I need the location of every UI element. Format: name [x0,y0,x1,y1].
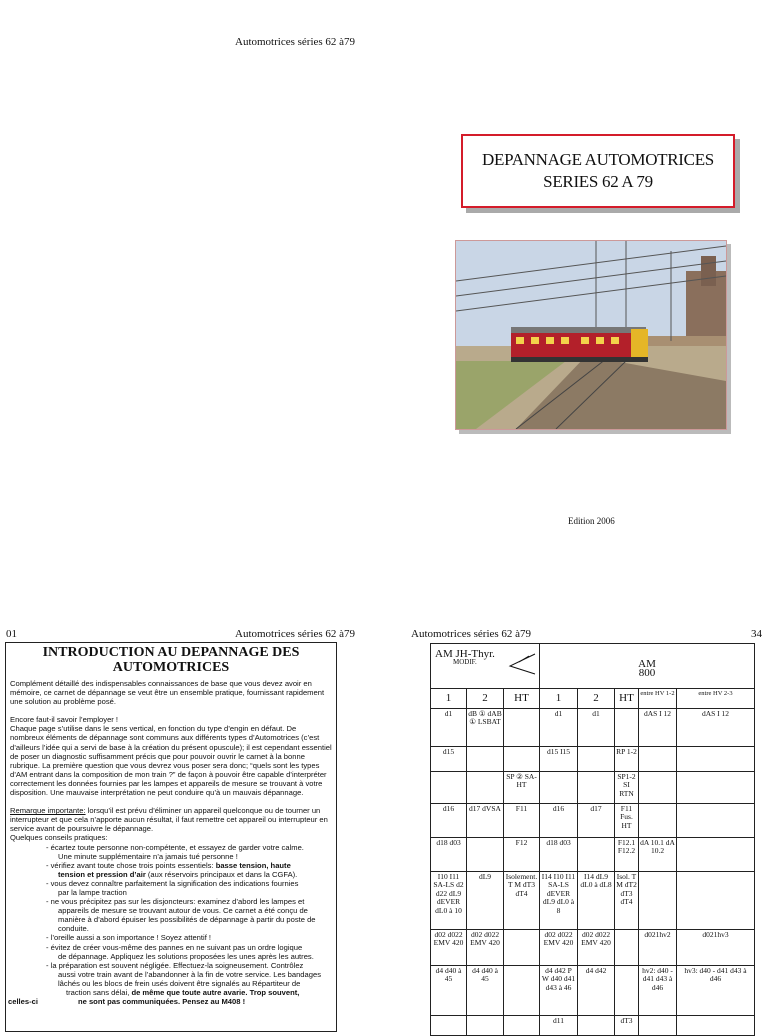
col-header: 1 [431,689,467,709]
table-cell: RP 1-2 [615,747,639,772]
remark-paragraph [10,806,332,833]
tip-item [10,870,332,879]
tips-intro: Quelques conseils pratiques: [10,833,108,843]
table-cell [677,872,755,930]
tip-item: manière à d’abord épuiser les possibilités de dépannage à partir du poste de [58,915,316,925]
table-cell: F11 [504,804,540,838]
table-row [431,838,755,872]
tip-item: - la préparation est souvent négligée. Effectuez-la soigneusement. Contrôlez [46,960,304,970]
tip-item: - écartez toute personne non-compétente, et essayez de garder votre calme. [46,842,304,852]
table-cell [677,1016,755,1036]
table-cell [578,772,615,804]
intro-box [5,642,337,1032]
table-cell: d02 d022 EMV 420 [578,930,615,966]
tip-item: - vous devez connaître parfaitement la signification des indications fournies [46,878,299,888]
table-cell [615,709,639,747]
table-cell [467,1016,504,1036]
tip-bold: celles-ci [8,997,38,1007]
intro-paragraph: Encore faut-il savoir l’employer ! [10,715,119,725]
table-cell: d02 d022 EMV 420 [540,930,578,966]
tip-text: (aux réservoirs principaux et dans la CGFA). [145,869,298,879]
table-cell: d4 d42 [578,966,615,1016]
column-header-row [431,689,755,709]
tip-item [8,997,332,1006]
table-cell: d02 d022 EMV 420 [431,930,467,966]
am-cell [540,644,755,689]
table-cell [504,966,540,1016]
edition-label: Edition 2006 [568,516,615,526]
table-cell: I10 I11 SA-LS d2 d22 dL9 dEVER dL0 à 10 [431,872,467,930]
table-cell: d1 [431,709,467,747]
title-line-2: SERIES 62 A 79 [543,172,653,191]
table-cell: I14 dL9 dL0 à dL8 [578,872,615,930]
table-row [431,1016,755,1036]
document-title-box [461,134,735,208]
table-cell: SP ② SA-HT [504,772,540,804]
table-cell [639,1016,677,1036]
table-cell: hv2: d40 - d41 d43 à d46 [639,966,677,1016]
intro-title: INTRODUCTION AU DEPANNAGE DES AUTOMOTRICES [42,645,300,675]
intro-text [10,679,332,1006]
remark-label: Remarque importante: [10,806,86,816]
tip-bold: basse tension, haute [215,860,291,870]
table-cell: d17 dVSA [467,804,504,838]
table-row [431,772,755,804]
table-cell: d15 [431,747,467,772]
table-cell: d18 d03 [431,838,467,872]
page-number: 01 [6,628,17,640]
tip-bold: ne sont pas communiquées. Pensez au M408 ! [77,997,246,1007]
table-cell: d021hv3 [677,930,755,966]
table-cell: d16 [431,804,467,838]
tip-item [10,988,332,997]
table-cell: dL9 [467,872,504,930]
table-cell: d18 d03 [540,838,578,872]
table-cell [467,747,504,772]
table-row [431,872,755,930]
table-cell: d11 [540,1016,578,1036]
tip-item: - l’oreille aussi a son importance ! Soyez attentif ! [46,933,212,943]
am-title: AM [638,658,656,671]
table-cell: d17 [578,804,615,838]
table-cell: d15 I15 [540,747,578,772]
table-cell: dA 10.1 dA 10.2 [639,838,677,872]
table-cell [677,804,755,838]
tip-item: lâchés ou les blocs de frein usés doivent être signalés au Répartiteur de [58,978,301,988]
intro-paragraph: Chaque page s’utilise dans le sens vertical, en fonction du type d’engin en défaut. De nombreux éléments de dépannage sont communs aux différents types d’Automotrices (c’est d’ailleurs l’idée qui a servi de base à la création du présent opuscule); il est cependant essentiel de poser un diagnostic suffisamment précis que pour pouvoir ouvrir le carnet à la bonne rubrique. La première question que vous devrez vous poser sera donc; “quels sont les types d’AM entrant dans la composition de mon train ?” de façon à pouvoir être capable d’interpréter correctement les données fournies par les lampes et appareils de mesure se trouvant à votre disposition. Une mauvaise interprétation ne peut conduire qu’à un mauvais dépannage. [10,724,332,798]
tip-item: de dépannage. Appliquez les solutions proposées les unes après les autres. [58,951,314,961]
col-header: 2 [578,689,615,709]
tip-text: - vérifiez avant toute chose trois points essentiels: [46,860,216,870]
tip-bold: tension et pression d’air [58,869,146,879]
table-cell: d16 [540,804,578,838]
tip-item [10,861,332,870]
table-cell: d4 d42 P W d40 d41 d43 à 46 [540,966,578,1016]
tip-item: - ne vous précipitez pas sur les disjoncteurs: examinez d’abord les lampes et [46,897,305,907]
thyristor-symbol-icon [507,652,537,676]
remark-text: lorsqu’il est prévu d’éliminer un appareil quelconque ou de tourner un interrupteur et que cela n’apporte aucun résultat, il faut remettre cet appareil ou interrupteur en service avant de poursuivre le dépannage. [10,806,328,834]
table-cell: Isol. T M dT2 dT3 dT4 [615,872,639,930]
table-cell: dT3 [615,1016,639,1036]
table-cell [504,747,540,772]
table-cell: hv3: d40 - d41 d43 à d46 [677,966,755,1016]
table-cell: SP1-2 SI RTN [615,772,639,804]
table-cell: dB ① dAB ① LSBAT [467,709,504,747]
intro-paragraph: Complément détaillé des indispensables connaissances de base que vous devez avoir en mémoire, ce carnet de dépannage se veut être un ensemble pratique, fournissant rapidement une solution au problème posé. [10,679,325,707]
table-cell [540,772,578,804]
page-header: Automotrices séries 62 à79 [235,36,356,48]
table-cell: F12 [504,838,540,872]
table-cell: d4 d40 à 45 [467,966,504,1016]
table-row [431,747,755,772]
tip-item: aussi votre train avant de l’abandonner à la fin de votre service. Les bandages [58,969,321,979]
tip-item: conduite. [58,924,89,934]
tip-item: par la lampe traction [58,887,127,897]
page-number: 34 [751,628,762,640]
table-cell: I14 I10 I11 SA-LS dEVER dL9 dL0 à 8 [540,872,578,930]
table-header-row [431,644,755,689]
table-cell: F11 Fus. HT [615,804,639,838]
table-cell: F12.1 F12.2 [615,838,639,872]
table-cell [504,709,540,747]
col-header: 1 [540,689,578,709]
table-cell: d02 d022 EMV 420 [467,930,504,966]
tip-item: - évitez de créer vous-même des pannes en ne suivant pas un ordre logique [46,942,303,952]
tip-bold: de même que toute autre avarie. Trop souvent, [131,988,300,997]
table-cell [639,804,677,838]
table-cell [578,1016,615,1036]
table-cell: dAS I 12 [677,709,755,747]
tip-item: appareils de mesure se trouvant autour de vous. Ce carnet a été conçu de [58,906,308,916]
troubleshooting-table [430,643,755,1036]
table-cell [467,838,504,872]
table-row [431,930,755,966]
table-cell [578,838,615,872]
tip-text: traction sans délai, [66,988,132,997]
table-cell [615,930,639,966]
table-cell: dAS I 12 [639,709,677,747]
table-cell [431,772,467,804]
page-header: Automotrices séries 62 à79 [411,628,532,640]
title-line-1: DEPANNAGE AUTOMOTRICES [482,150,714,169]
table-cell [639,872,677,930]
table-cell [677,772,755,804]
table-row [431,804,755,838]
table-cell: d4 d40 à 45 [431,966,467,1016]
am-jh-label: AM JH-Thyr. [435,648,495,660]
table-cell [431,1016,467,1036]
tip-item: Une minute supplémentaire n’a jamais tué personne ! [58,851,238,861]
col-header: HT [504,689,540,709]
table-cell: d1 [540,709,578,747]
table-cell: d021hv2 [639,930,677,966]
table-cell [639,772,677,804]
am-jh-cell [431,644,540,689]
table-cell [677,747,755,772]
table-row [431,709,755,747]
col-header: entre HV 1-2 [639,689,677,709]
table-cell [467,772,504,804]
am-number: 800 [638,666,656,679]
table-cell: Isolement. T M dT3 dT4 [504,872,540,930]
table-cell [615,966,639,1016]
table-cell [504,930,540,966]
table-cell [578,747,615,772]
table-cell [504,1016,540,1036]
col-header: entre HV 2-3 [677,689,755,709]
table-row [431,966,755,1016]
modif-label: MODIF. [453,658,477,667]
table-cell [639,747,677,772]
table-cell [677,838,755,872]
page-header: Automotrices séries 62 à79 [235,628,356,640]
train-photo [455,240,727,430]
col-header: 2 [467,689,504,709]
col-header: HT [615,689,639,709]
table-cell: d1 [578,709,615,747]
